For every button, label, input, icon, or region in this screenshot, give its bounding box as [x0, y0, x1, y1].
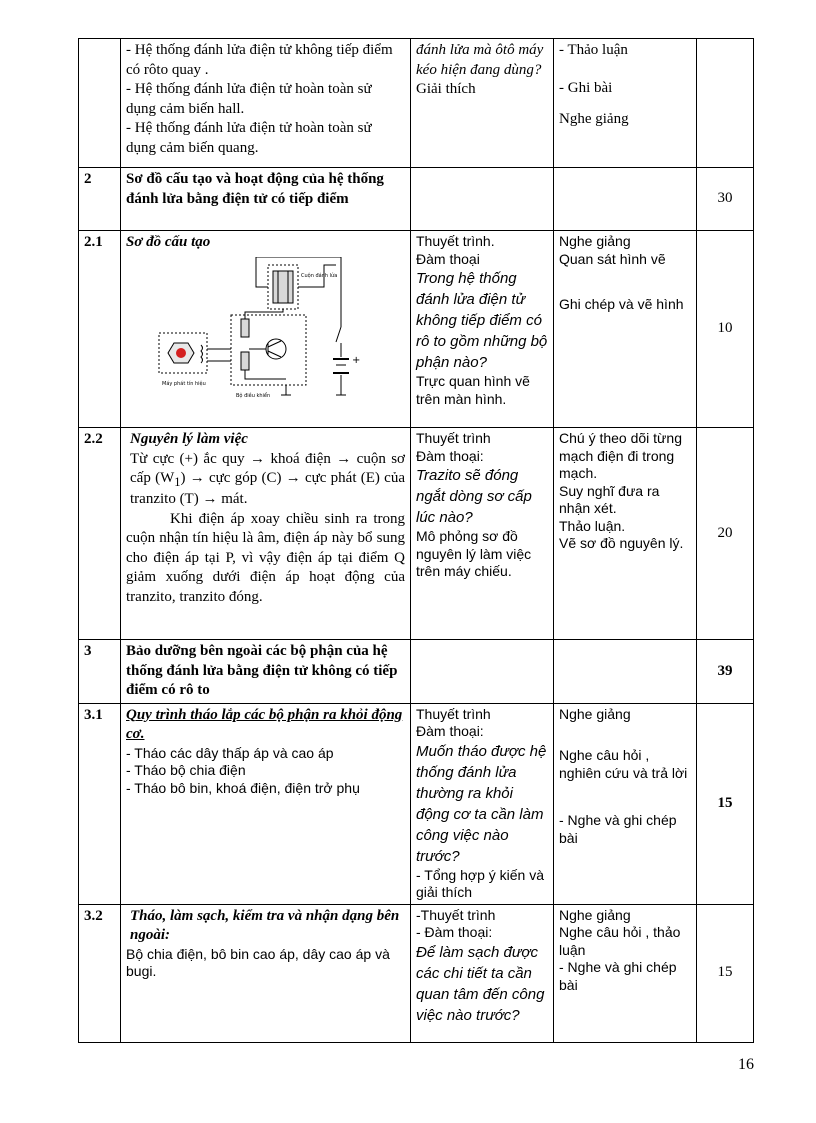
- teacher-extra: Mô phỏng sơ đồ nguyên lý làm việc trên máy chiếu.: [416, 528, 532, 579]
- section-number: 2.1: [79, 231, 121, 428]
- principle-text-a: Từ cực (+) ắc quy → khoá điện → cuộn sơ cấp (W: [130, 450, 405, 486]
- diagram-label-controller: Bộ điều khiển: [236, 392, 271, 399]
- section-title: Sơ đồ cấu tạo và hoạt động của hệ thống đánh lửa bằng điện tử có tiếp điểm: [121, 168, 411, 231]
- student-activity: Thảo luận.: [559, 517, 626, 534]
- cell-teacher: [411, 39, 554, 168]
- diagram-label-generator: Máy phát tín hiệu: [162, 380, 206, 387]
- student-activity: Nghe câu hỏi , nghiên cứu và trả lời: [559, 747, 688, 781]
- cell-teacher: [411, 231, 554, 428]
- section-title: Bảo dưỡng bên ngoài các bộ phận của hệ thống đánh lửa bằng điện tử không có tiếp điểm có rô to: [121, 640, 411, 704]
- section-number: 3: [79, 640, 121, 704]
- section-time: 15: [697, 703, 754, 904]
- student-activity: - Nghe và ghi chép bài: [559, 959, 677, 993]
- table-row: [79, 428, 754, 640]
- lesson-plan-table: [78, 38, 754, 1043]
- table-row: [79, 231, 754, 428]
- cell-teacher: [411, 428, 554, 640]
- subsection-title: Quy trình tháo lắp các bộ phận ra khỏi động cơ.: [126, 706, 403, 742]
- cell-teacher: [411, 640, 554, 704]
- cell-content: [121, 39, 411, 168]
- list-item: - Tháo bô bin, khoá điện, điện trở phụ: [126, 779, 360, 796]
- teacher-method: Đàm thoại:: [416, 447, 484, 464]
- teacher-text: Giải thích: [416, 81, 476, 97]
- principle-text-b: ) → cực góp (C) → cực phát (E) của tranzito (T) → mát.: [130, 470, 405, 508]
- section-time: 15: [697, 904, 754, 1042]
- student-activity: - Thảo luận: [559, 42, 628, 58]
- cell-student: [554, 168, 697, 231]
- student-activity: - Nghe và ghi chép bài: [559, 812, 677, 846]
- student-activity: Chú ý theo dõi từng mạch điện đi trong mạch.: [559, 430, 683, 481]
- section-time: 20: [697, 428, 754, 640]
- cell-student: [554, 640, 697, 704]
- principle-subscript: 1: [174, 475, 181, 489]
- signal-rotor-icon: [168, 343, 194, 363]
- student-activity: Nghe giảng: [559, 906, 631, 923]
- student-activity: - Ghi bài: [559, 79, 613, 96]
- student-activity: Quan sát hình vẽ: [559, 250, 666, 267]
- teacher-extra: Trực quan hình vẽ trên màn hình.: [416, 373, 530, 407]
- section-number: 2: [79, 168, 121, 231]
- teacher-method: Thuyết trình: [416, 430, 491, 446]
- section-number: 3.1: [79, 703, 121, 904]
- student-activity: Nghe giảng: [559, 233, 631, 249]
- teacher-method: - Đàm thoại:: [416, 924, 493, 940]
- teacher-question: Muốn tháo được hệ thống đánh lửa thường ra khỏi động cơ ta cần làm công việc nào trước?: [416, 742, 547, 865]
- subsection-title: Tháo, làm sạch, kiểm tra và nhận dạng bên ngoài:: [130, 907, 400, 943]
- teacher-question: Để làm sạch được các chi tiết ta cần quan tâm đến công việc nào trước?: [416, 943, 545, 1024]
- cell-content: [121, 428, 411, 640]
- cell-teacher: [411, 168, 554, 231]
- section-number: 2.2: [79, 428, 121, 640]
- teacher-extra: - Tổng hợp ý kiến và giải thích: [416, 866, 544, 900]
- section-time: 39: [697, 640, 754, 704]
- cell-teacher: [411, 703, 554, 904]
- teacher-method: Thuyết trình: [416, 705, 491, 722]
- cell-content: [121, 231, 411, 428]
- subsection-body: Bộ chia điện, bô bin cao áp, dây cao áp và bugi.: [126, 945, 390, 979]
- student-activity: Nghe giảng: [559, 111, 629, 127]
- student-activity: Vẽ sơ đồ nguyên lý.: [559, 535, 684, 551]
- cell-student: [554, 39, 697, 168]
- page-number: 16: [738, 1056, 754, 1073]
- student-activity: Ghi chép và vẽ hình: [559, 296, 684, 312]
- teacher-question: Trong hệ thống đánh lửa điện tử không tiếp điểm có rô to gồm những bộ phận nào?: [416, 270, 548, 371]
- subsection-title: Sơ đồ cấu tạo: [126, 234, 211, 250]
- teacher-method: Đàm thoại:: [416, 723, 484, 739]
- student-activity: Suy nghĩ đưa ra nhận xét.: [559, 482, 660, 516]
- section-number: 3.2: [79, 904, 121, 1042]
- cell-student: [554, 231, 697, 428]
- list-item: - Hệ thống đánh lửa điện tử hoàn toàn sử dụng cảm biến quang.: [126, 120, 372, 156]
- cell-student: [554, 428, 697, 640]
- teacher-method: Đàm thoại: [416, 250, 480, 267]
- list-item: - Tháo các dây thấp áp và cao áp: [126, 744, 334, 761]
- table-row: [79, 703, 754, 904]
- cell-content: [121, 703, 411, 904]
- teacher-question: đánh lửa mà ôtô máy kéo hiện đang dùng?: [416, 42, 544, 78]
- table-row: [79, 168, 754, 231]
- table-row: [79, 39, 754, 168]
- subsection-title: Nguyên lý làm việc: [130, 431, 248, 447]
- teacher-method: Thuyết trình.: [416, 233, 495, 249]
- table-row: [79, 904, 754, 1042]
- student-activity: Nghe giảng: [559, 705, 631, 722]
- cell-time: [697, 39, 754, 168]
- diagram-label-coil: Cuộn đánh lửa: [301, 272, 338, 279]
- ignition-circuit-diagram: [156, 257, 371, 407]
- diagram-label-plus: +: [352, 354, 361, 366]
- list-item: - Hệ thống đánh lửa điện tử không tiếp điểm có rôto quay .: [126, 42, 393, 78]
- cell-student: [554, 703, 697, 904]
- cell-teacher: [411, 904, 554, 1042]
- cell-content: [121, 904, 411, 1042]
- cell-student: [554, 904, 697, 1042]
- list-item: - Hệ thống đánh lửa điện tử hoàn toàn sử dụng cảm biến hall.: [126, 81, 372, 117]
- list-item: - Tháo bộ chia điện: [126, 762, 246, 778]
- section-time: 10: [697, 231, 754, 428]
- table-row: [79, 640, 754, 704]
- cell-num: [79, 39, 121, 168]
- student-activity: Nghe câu hỏi , thảo luận: [559, 924, 681, 958]
- principle-paragraph: Khi điện áp xoay chiều sinh ra trong cuộn nhận tín hiệu là âm, điện áp này bổ sung cho điện áp tại P, vì vậy điện áp tại điểm Q giảm xuống dưới điện áp hoạt động của tranzito, tranzito đóng.: [126, 510, 405, 605]
- teacher-question: Trazito sẽ đóng ngắt dòng sơ cấp lúc nào?: [416, 467, 532, 526]
- teacher-method: -Thuyết trình: [416, 906, 496, 923]
- section-time: 30: [697, 168, 754, 231]
- principle-paragraph: [126, 450, 405, 510]
